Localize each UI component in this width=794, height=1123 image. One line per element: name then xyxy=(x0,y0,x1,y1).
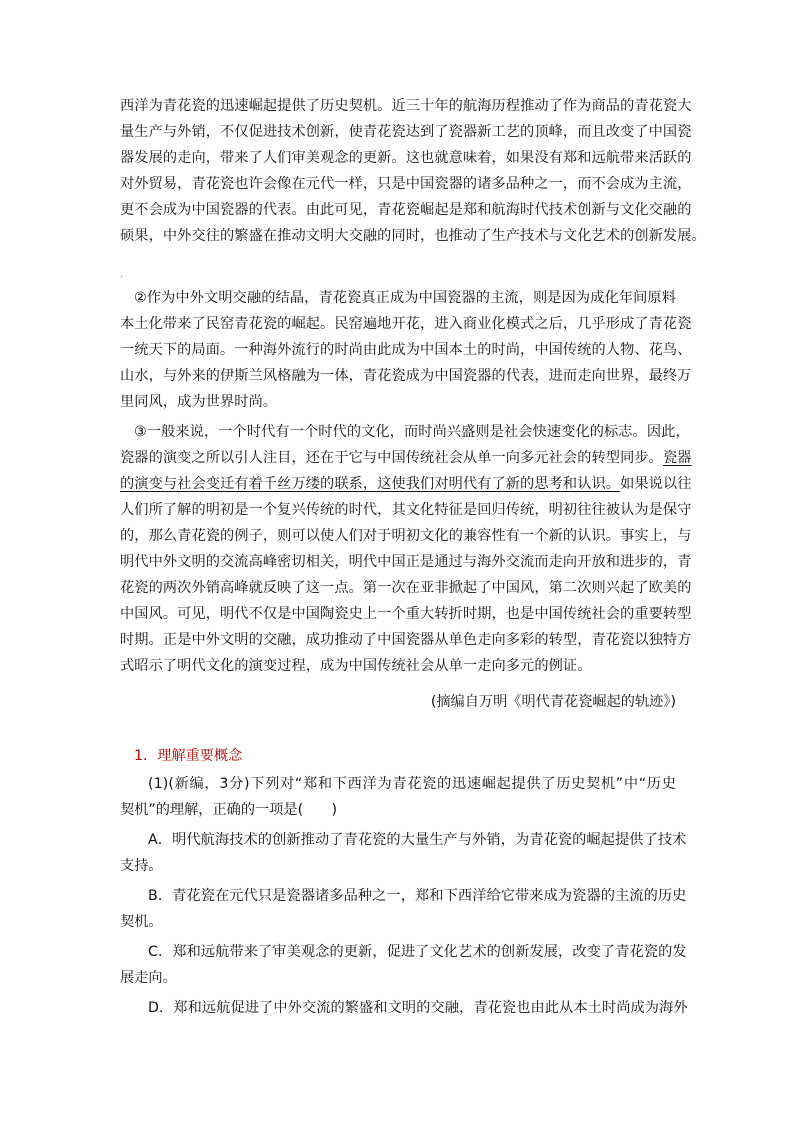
source-citation: (摘编自万明《明代青花瓷崛起的轨迹》) xyxy=(430,694,676,710)
paragraph2-line: 山水，与外来的伊斯兰风格融为一体，青花瓷成为中国瓷器的代表，进而走向世界，最终万 xyxy=(120,368,692,384)
paragraph3-line xyxy=(120,448,692,468)
option-b-cont: 契机。 xyxy=(120,914,163,930)
paragraph3-line: 中国风。可见，明代不仅是中国陶瓷史上一个重大转折时期，也是中国传统社会的重要转型 xyxy=(120,606,692,622)
section-title: 理解重要概念 xyxy=(157,748,243,764)
paragraph2-line: 里同风，成为世界时尚。 xyxy=(120,394,278,410)
paragraph1-line: 器发展的走向，带来了人们审美观念的更新。这也就意味着，如果没有郑和远航带来活跃的 xyxy=(120,150,692,166)
paragraph2-line: ②作为中外文明交融的结晶，青花瓷真正成为中国瓷器的主流，则是因为成化年间原料 xyxy=(134,290,676,306)
paragraph1-line: 量生产与外销，不仅促进技术创新，使青花瓷达到了瓷器新工艺的顶峰，而且改变了中国瓷 xyxy=(120,124,692,140)
paragraph3-line: ③一般来说，一个时代有一个时代的文化，而时尚兴盛则是社会快速变化的标志。因此， xyxy=(134,424,690,440)
paragraph3-line: 式昭示了明代文化的演变过程，成为中国传统社会从单一走向多元的例证。 xyxy=(120,658,592,674)
paragraph3-line: 人们所了解的明初是一个复兴传统的时代，其文化特征是回归传统，明初往往被认为是保守 xyxy=(120,502,692,518)
paragraph1-line: 更不会成为中国瓷器的代表。由此可见，青花瓷崛起是郑和航海时代技术创新与文化交融的 xyxy=(120,202,692,218)
underlined-text: 瓷器 xyxy=(662,450,692,466)
question-line: (1)(新编，3分)下列对“郑和下西洋为青花瓷的迅速崛起提供了历史契机”中“历史 xyxy=(148,776,676,792)
paragraph3-line: 花瓷的两次外销高峰就反映了这一点。第一次在亚非掀起了中国风，第二次则兴起了欧美的 xyxy=(120,580,692,596)
paragraph1-line: 西洋为青花瓷的迅速崛起提供了历史契机。近三十年的航海历程推动了作为商品的青花瓷大 xyxy=(120,98,692,114)
paragraph3-line: 时期。正是中外文明的交融，成功推动了中国瓷器从单色走向多彩的转型，青花瓷以独特方 xyxy=(120,632,692,648)
option-a-cont: 支持。 xyxy=(120,858,163,874)
section-heading xyxy=(134,746,242,766)
paragraph2-line: 一统天下的局面。一种海外流行的时尚由此成为中国本土的时尚，中国传统的人物、花鸟、 xyxy=(120,342,692,358)
paragraph1-line: 对外贸易，青花瓷也许会像在元代一样，只是中国瓷器的诸多品种之一，而不会成为主流， xyxy=(120,176,692,192)
paragraph3-line xyxy=(120,474,692,494)
underlined-text: 的演变与社会变迁有着千丝万缕的联系，这使我们对明代有了新的思考和认识。 xyxy=(120,476,621,492)
paragraph1-line: 硕果，中外交往的繁盛在推动文明大交融的同时，也推动了生产技术与文化艺术的创新发展。 xyxy=(120,228,706,244)
question-line: 契机”的理解，正确的一项是( ) xyxy=(120,802,338,818)
option-c: C．郑和远航带来了审美观念的更新，促进了文化艺术的创新发展，改变了青花瓷的发 xyxy=(148,944,687,960)
paragraph3-line: 的，那么青花瓷的例子，则可以使人们对于明初文化的兼容性有一个新的认识。事实上，与 xyxy=(120,528,692,544)
option-a: A．明代航海技术的创新推动了青花瓷的大量生产与外销，为青花瓷的崛起提供了技术 xyxy=(148,832,687,848)
paragraph3-text: 如果说以往 xyxy=(620,476,692,492)
section-number: 1． xyxy=(134,748,158,764)
paragraph3-line: 明代中外文明的交流高峰密切相关，明代中国正是通过与海外交流而走向开放和进步的，青 xyxy=(120,554,692,570)
option-b: B．青花瓷在元代只是瓷器诸多品种之一，郑和下西洋给它带来成为瓷器的主流的历史 xyxy=(148,888,687,904)
option-d: D．郑和远航促进了中外交流的繁盛和文明的交融，青花瓷也由此从本土时尚成为海外 xyxy=(148,1000,688,1016)
option-c-cont: 展走向。 xyxy=(120,970,177,986)
paragraph3-text: 瓷器的演变之所以引人注目，还在于它与中国传统社会从单一向多元社会的转型同步。 xyxy=(120,450,663,466)
paragraph2-line: 本土化带来了民窑青花瓷的崛起。民窑遍地开花，进入商业化模式之后，几乎形成了青花瓷 xyxy=(120,316,692,332)
paragraph-mark: . xyxy=(120,269,124,280)
